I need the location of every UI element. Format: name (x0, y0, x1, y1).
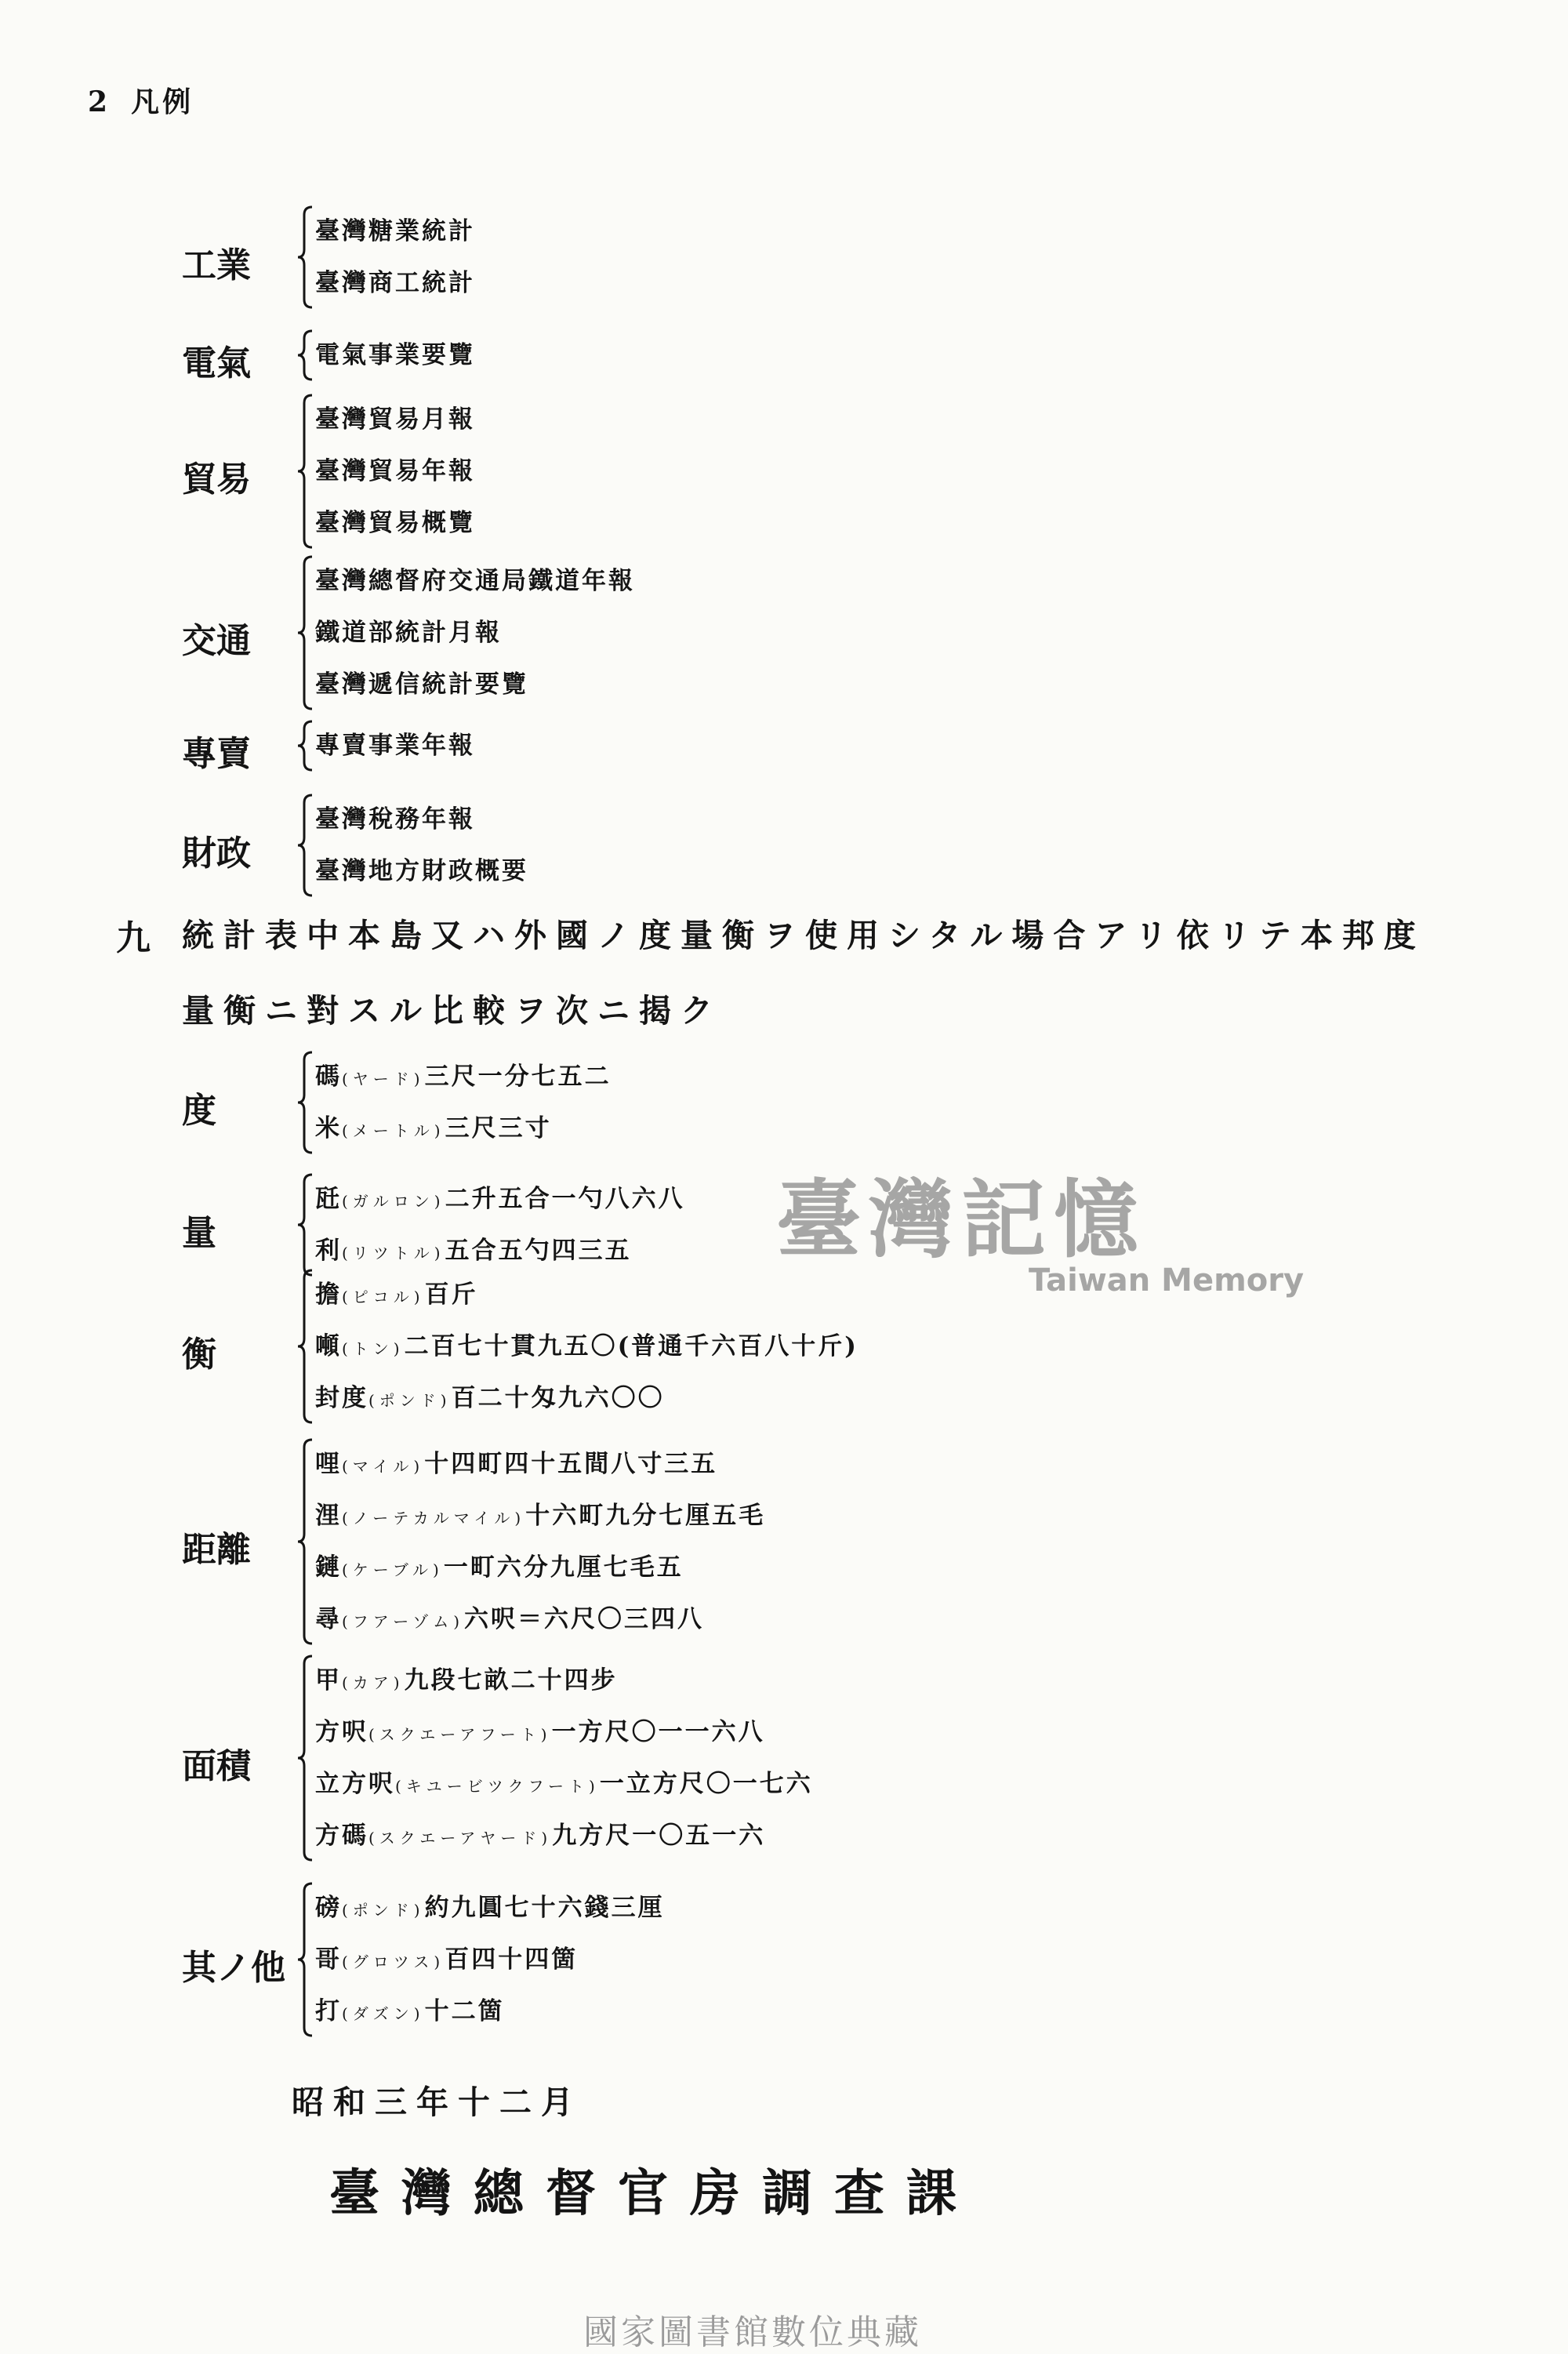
brace-icon (296, 394, 315, 549)
category-items (315, 1438, 765, 1645)
unit-name: 哥 (315, 1945, 342, 1974)
category-group (0, 720, 1568, 772)
category-items (315, 394, 475, 549)
brace-icon (296, 720, 315, 772)
unit-name: 碼 (315, 1063, 342, 1091)
unit-name: 利 (315, 1237, 342, 1265)
category-group (0, 794, 1568, 897)
brace-icon (296, 555, 315, 710)
unit-name: 甲 (315, 1666, 342, 1695)
publication-item: 臺灣稅務年報 (315, 805, 475, 834)
unit-reading: (ノーテカルマイル) (342, 1509, 526, 1528)
issuing-office: 臺灣總督官房調查課 (329, 2164, 978, 2223)
unit-name: 方呎 (315, 1718, 368, 1746)
category-group (0, 1051, 1568, 1154)
unit-entry (315, 1051, 612, 1103)
unit-entry (315, 1320, 858, 1372)
unit-entry (315, 1655, 813, 1706)
unit-entry (315, 1934, 665, 1985)
unit-reading: (スクエーアフート) (368, 1725, 552, 1744)
unit-value: 約九圓七十六錢三厘 (424, 1894, 665, 1922)
category-label: 度 (182, 1091, 216, 1131)
category-group (0, 205, 1568, 309)
unit-entry (315, 1706, 813, 1758)
category-items (315, 329, 475, 381)
brace-icon (296, 1438, 315, 1645)
unit-value: 三尺一分七五二 (424, 1063, 612, 1091)
unit-reading: (ガルロン) (342, 1192, 445, 1211)
unit-name: 米 (315, 1114, 342, 1142)
category-items (315, 205, 475, 309)
unit-name: 哩 (315, 1450, 342, 1478)
publication-item: 臺灣遞信統計要覽 (315, 670, 528, 699)
section-nine-number: 九 (116, 918, 151, 958)
brace-icon (296, 1051, 315, 1154)
category-items (315, 555, 635, 710)
category-group (0, 1655, 1568, 1862)
page-number: 2 (88, 85, 111, 118)
unit-name: 方碼 (315, 1822, 368, 1850)
unit-entry (315, 1758, 813, 1810)
category-label: 衡 (182, 1335, 216, 1375)
unit-name: 磅 (315, 1894, 342, 1922)
unit-reading: (ピコル) (342, 1288, 425, 1306)
unit-reading: (ヤード) (342, 1070, 425, 1088)
watermark-subtitle: Taiwan Memory (1029, 1262, 1305, 1299)
category-label: 電氣 (182, 343, 251, 383)
unit-name: 擔 (315, 1281, 342, 1309)
category-group (0, 555, 1568, 710)
unit-value: 一町六分九厘七毛五 (443, 1553, 684, 1582)
unit-value: 一立方尺〇一七六 (599, 1770, 813, 1798)
unit-reading: (ポンド) (342, 1901, 425, 1920)
unit-entry (315, 1438, 765, 1490)
category-label: 距離 (182, 1530, 251, 1570)
unit-name: 噸 (315, 1332, 342, 1360)
publication-item: 專賣事業年報 (315, 732, 475, 760)
unit-name: 鏈 (315, 1553, 342, 1582)
category-items (315, 1655, 813, 1862)
category-label: 量 (182, 1213, 216, 1253)
brace-icon (296, 1882, 315, 2037)
unit-value: 十四町四十五間八寸三五 (424, 1450, 718, 1478)
unit-value: 五合五勺四三五 (445, 1237, 632, 1265)
unit-entry (315, 1593, 765, 1645)
category-items (315, 1051, 612, 1154)
unit-value: 九段七畝二十四步 (404, 1666, 618, 1695)
unit-reading: (メートル) (342, 1121, 445, 1140)
unit-reading: (ケーブル) (342, 1560, 444, 1579)
publication-item: 臺灣貿易月報 (315, 405, 475, 434)
unit-reading: (グロツス) (342, 1953, 445, 1971)
category-group (0, 394, 1568, 549)
unit-entry (315, 1985, 665, 2037)
unit-entry (315, 1372, 858, 1424)
unit-value: 九方尺一〇五一六 (552, 1822, 766, 1850)
unit-name: 浬 (315, 1502, 342, 1530)
unit-value: 三尺三寸 (445, 1114, 552, 1142)
category-label: 交通 (182, 621, 251, 661)
unit-value: 百二十匁九六〇〇 (451, 1384, 665, 1412)
brace-icon (296, 1173, 315, 1277)
brace-icon (296, 794, 315, 897)
unit-reading: (スクエーアヤード) (368, 1829, 553, 1847)
unit-reading: (リツトル) (342, 1244, 445, 1262)
taiwan-memory-watermark (776, 1171, 1305, 1299)
library-archive-mark: 國家圖書館數位典藏 (583, 2312, 922, 2352)
unit-value: 百四十四箇 (445, 1945, 579, 1974)
unit-name: 封度 (315, 1384, 368, 1412)
unit-name: 立方呎 (315, 1770, 395, 1798)
publication-item: 鐵道部統計月報 (315, 619, 502, 647)
unit-reading: (カア) (342, 1673, 405, 1692)
brace-icon (296, 1269, 315, 1424)
unit-name: 尋 (315, 1605, 342, 1633)
category-label: 財政 (182, 834, 251, 874)
publication-item: 臺灣貿易年報 (315, 457, 475, 485)
unit-entry (315, 1810, 813, 1862)
publication-item: 臺灣商工統計 (315, 269, 475, 297)
section-nine-line-2: 量衡ニ對スル比較ヲ次ニ揭ク (182, 992, 722, 1030)
unit-entry (315, 1542, 765, 1593)
category-label: 其ノ他 (182, 1948, 285, 1988)
unit-value: 十二箇 (424, 1997, 505, 2025)
unit-value: 二百七十貫九五〇(普通千六百八十斤) (404, 1332, 858, 1360)
unit-reading: (ポンド) (368, 1391, 452, 1410)
unit-reading: (キユービツクフート) (395, 1777, 600, 1796)
publication-item: 臺灣總督府交通局鐵道年報 (315, 567, 635, 595)
date-line: 昭和三年十二月 (292, 2083, 583, 2121)
unit-entry (315, 1173, 685, 1225)
category-items (315, 1882, 665, 2037)
unit-value: 一方尺〇一一六八 (551, 1718, 765, 1746)
unit-name: 瓩 (315, 1185, 342, 1213)
watermark-title: 臺灣記憶 (776, 1171, 1147, 1270)
publication-item: 臺灣糖業統計 (315, 217, 475, 245)
unit-name: 打 (315, 1997, 342, 2025)
header-title: 凡例 (131, 85, 194, 118)
unit-value: 百斤 (424, 1281, 478, 1309)
publication-item: 臺灣地方財政概要 (315, 857, 528, 885)
page-header (88, 80, 194, 120)
unit-reading: (フアーゾム) (342, 1612, 465, 1631)
category-items (315, 720, 475, 772)
brace-icon (296, 329, 315, 381)
unit-value: 六呎＝六尺〇三四八 (464, 1605, 705, 1633)
category-group (0, 1438, 1568, 1645)
brace-icon (296, 205, 315, 309)
unit-entry (315, 1103, 612, 1154)
category-items (315, 1173, 685, 1277)
category-label: 貿易 (182, 460, 251, 499)
unit-value: 二升五合一勺八六八 (445, 1185, 685, 1213)
category-items (315, 794, 528, 897)
section-nine-line-1: 統計表中本島又ハ外國ノ度量衡ヲ使用シタル場合アリ依リテ本邦度 (182, 917, 1425, 954)
brace-icon (296, 1655, 315, 1862)
category-group (0, 1882, 1568, 2037)
unit-reading: (ダズン) (342, 2004, 425, 2023)
unit-reading: (トン) (342, 1339, 405, 1358)
category-label: 工業 (182, 245, 251, 285)
category-group (0, 329, 1568, 381)
unit-entry (315, 1882, 665, 1934)
category-label: 專賣 (182, 734, 251, 774)
category-label: 面積 (182, 1746, 251, 1786)
unit-reading: (マイル) (342, 1457, 425, 1476)
publication-item: 電氣事業要覽 (315, 341, 475, 369)
unit-value: 十六町九分七厘五毛 (525, 1502, 766, 1530)
unit-entry (315, 1490, 765, 1542)
publication-item: 臺灣貿易概覽 (315, 509, 475, 537)
